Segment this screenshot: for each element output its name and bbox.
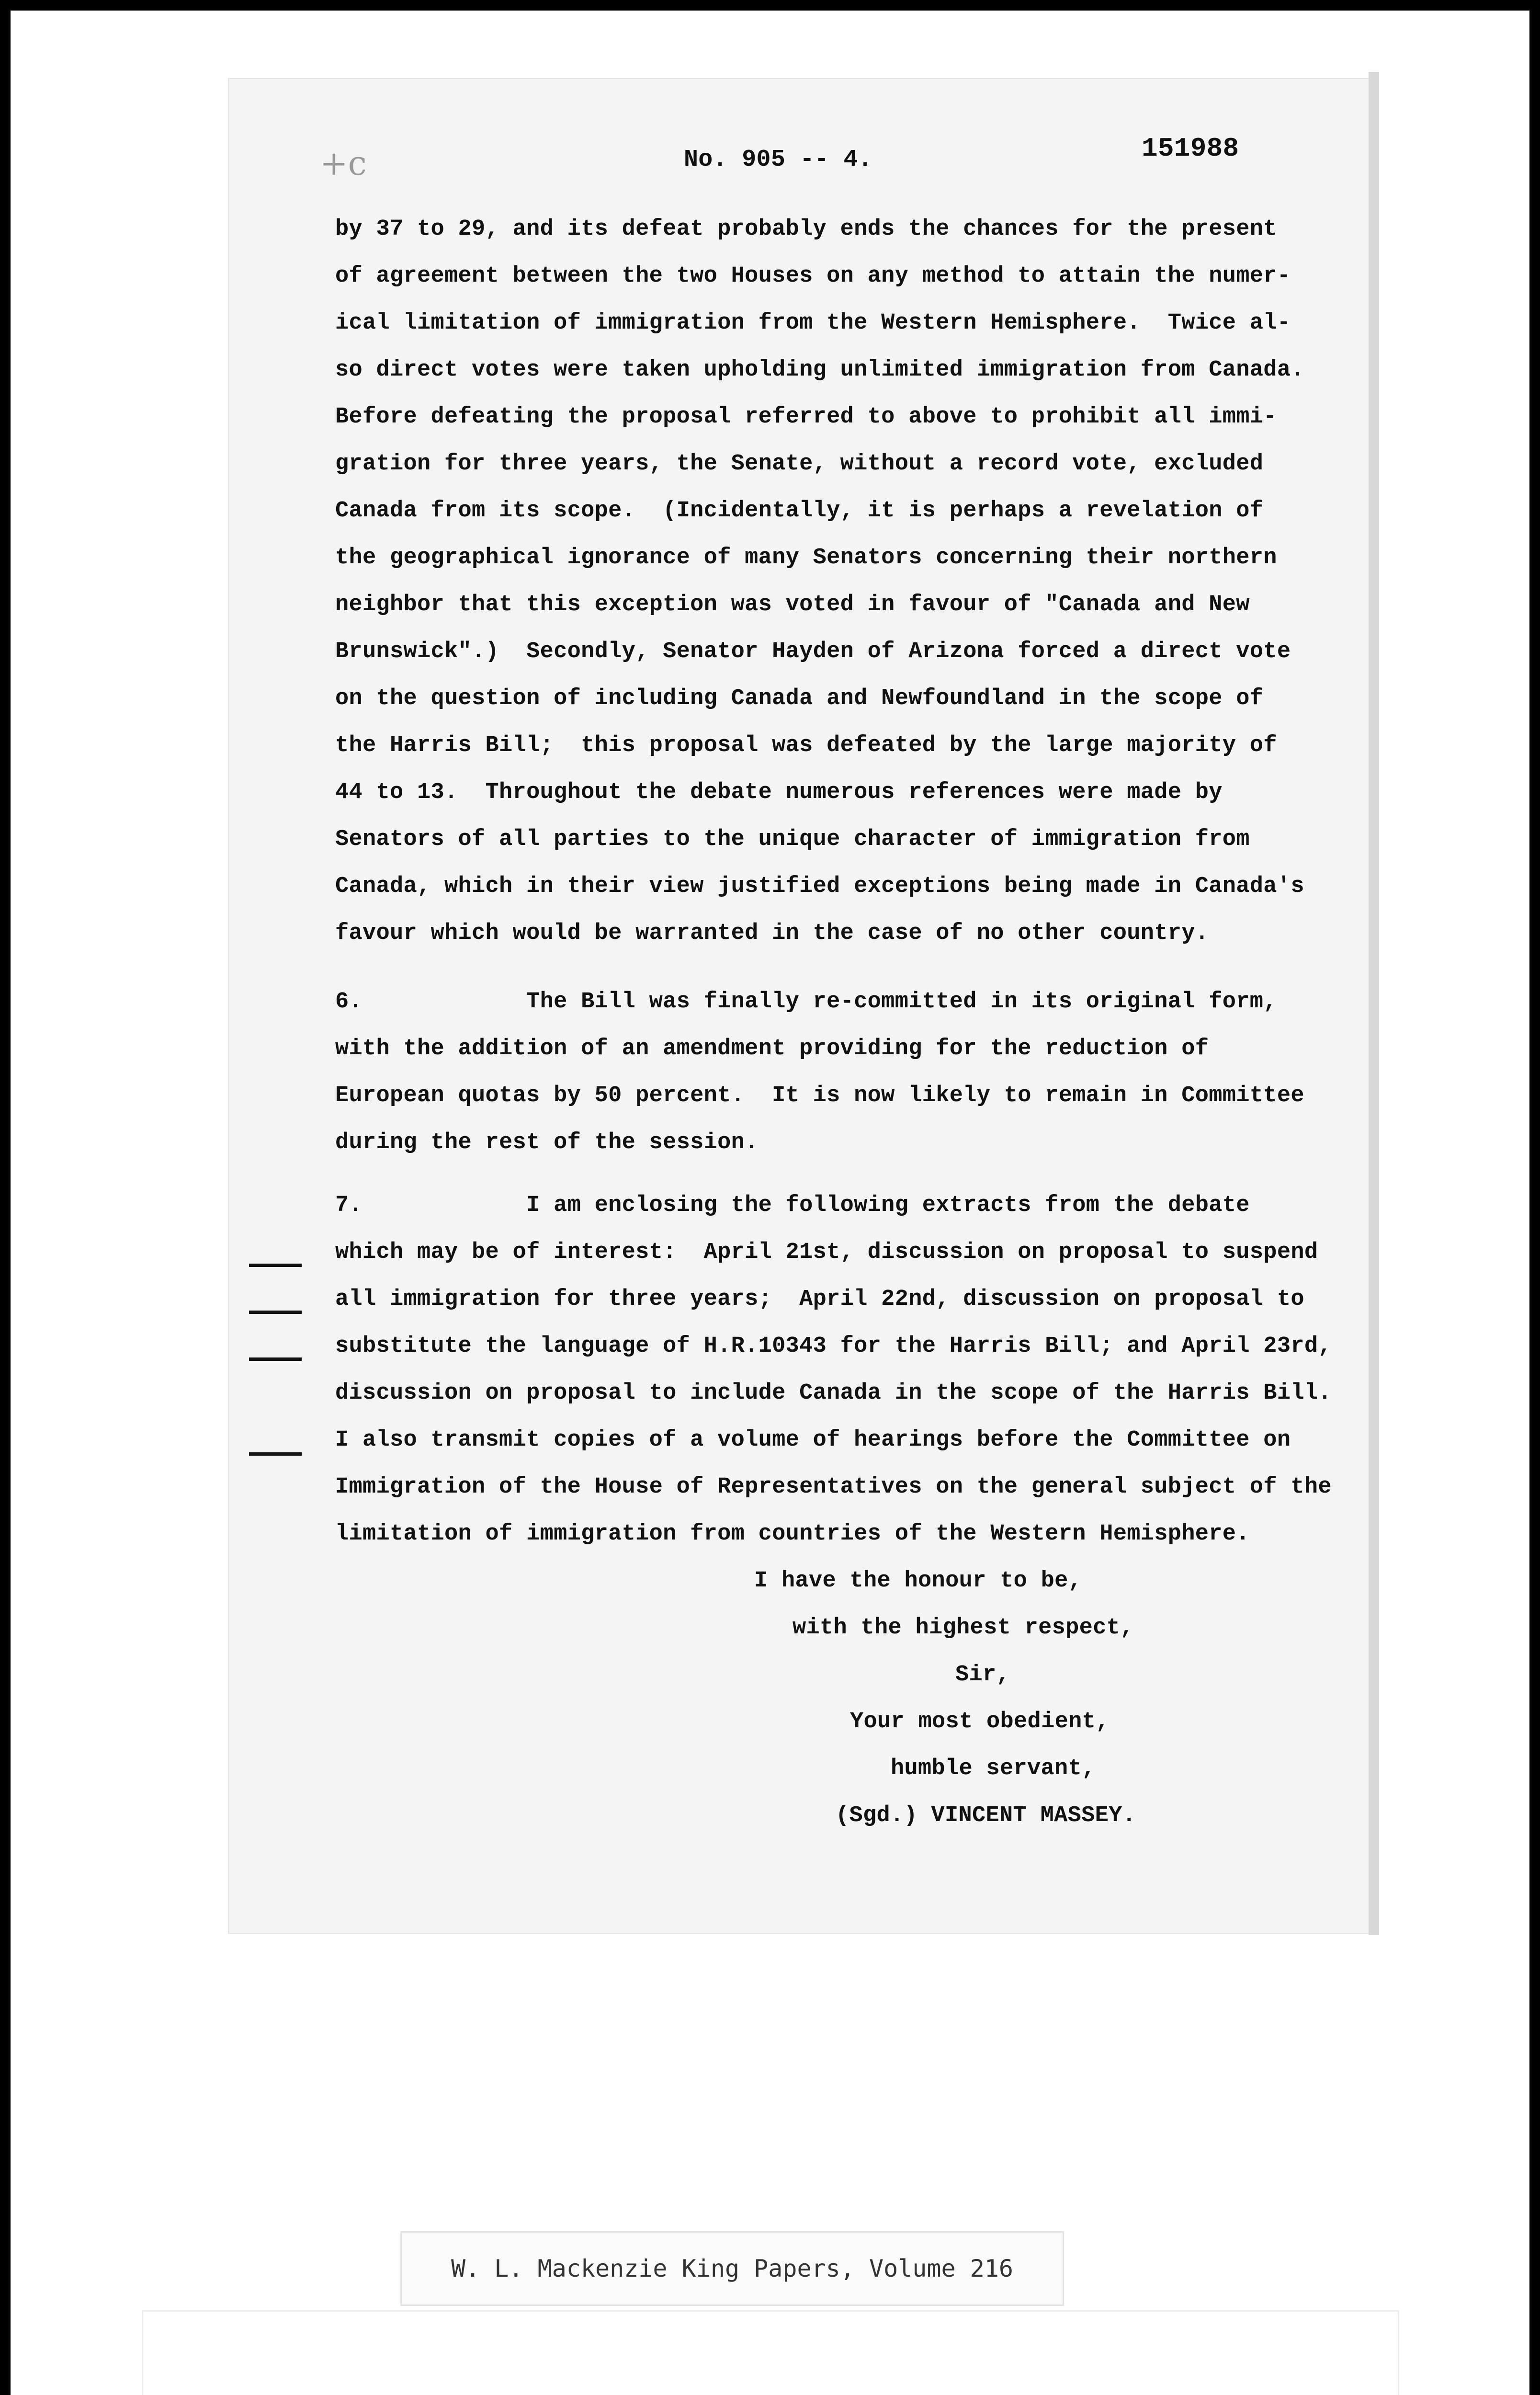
paragraph-7-line: discussion on proposal to include Canada in the scope of the Harris Bill. xyxy=(335,1380,1332,1406)
serial-number: 151988 xyxy=(1142,133,1239,164)
archive-stamp xyxy=(142,2310,1399,2395)
closing-line: I have the honour to be, xyxy=(754,1568,1082,1594)
margin-mark xyxy=(249,1357,302,1361)
margin-mark xyxy=(249,1452,302,1456)
body-line: Before defeating the proposal referred to above to prohibit all immi- xyxy=(335,404,1277,430)
paragraph-7-line: all immigration for three years; April 22nd, discussion on proposal to xyxy=(335,1287,1304,1312)
closing-salutation: Sir, xyxy=(955,1662,1010,1688)
body-line: Brunswick".) Secondly, Senator Hayden of Arizona forced a direct vote xyxy=(335,639,1291,664)
body-line: on the question of including Canada and Newfoundland in the scope of xyxy=(335,686,1264,711)
body-line: so direct votes were taken upholding unlimited immigration from Canada. xyxy=(335,357,1304,383)
margin-mark xyxy=(249,1264,302,1267)
closing-line: with the highest respect, xyxy=(793,1615,1134,1641)
body-line: favour which would be warranted in the case of no other country. xyxy=(335,921,1209,946)
body-line: gration for three years, the Senate, without a record vote, excluded xyxy=(335,451,1264,477)
body-line: by 37 to 29, and its defeat probably ends the chances for the present xyxy=(335,217,1277,242)
paragraph-7-line: Immigration of the House of Representatives on the general subject of the xyxy=(335,1474,1332,1500)
body-line: the geographical ignorance of many Senators concerning their northern xyxy=(335,545,1277,570)
paragraph-6-line: European quotas by 50 percent. It is now likely to remain in Committee xyxy=(335,1083,1304,1108)
paragraph-7-line: I also transmit copies of a volume of hearings before the Committee on xyxy=(335,1427,1291,1453)
body-line: the Harris Bill; this proposal was defeated by the large majority of xyxy=(335,733,1277,758)
paragraph-7-line: substitute the language of H.R.10343 for the Harris Bill; and April 23rd, xyxy=(335,1334,1332,1359)
body-line: Canada from its scope. (Incidentally, it is perhaps a revelation of xyxy=(335,498,1264,524)
body-line: neighbor that this exception was voted in favour of "Canada and New xyxy=(335,592,1250,617)
paragraph-7-line: limitation of immigration from countries of the Western Hemisphere. xyxy=(335,1521,1250,1547)
page-header-number: No. 905 -- 4. xyxy=(684,146,872,173)
closing-line: Your most obedient, xyxy=(850,1709,1110,1734)
body-line: Senators of all parties to the unique character of immigration from xyxy=(335,827,1250,852)
body-line: 44 to 13. Throughout the debate numerous references were made by xyxy=(335,780,1223,805)
closing-line: humble servant, xyxy=(891,1756,1096,1781)
collection-caption: W. L. Mackenzie King Papers, Volume 216 xyxy=(400,2231,1064,2306)
paragraph-6-line: with the addition of an amendment providing for the reduction of xyxy=(335,1036,1209,1061)
corner-annotation: +c xyxy=(320,144,367,183)
body-line: ical limitation of immigration from the Western Hemisphere. Twice al- xyxy=(335,310,1291,336)
page-edge xyxy=(1369,72,1379,1935)
paragraph-6-line: during the rest of the session. xyxy=(335,1130,759,1155)
body-line: Canada, which in their view justified exceptions being made in Canada's xyxy=(335,874,1304,899)
body-line: of agreement between the two Houses on any method to attain the numer- xyxy=(335,263,1291,289)
paragraph-7-line: 7. I am enclosing the following extracts from the debate xyxy=(335,1193,1250,1218)
paragraph-7-line: which may be of interest: April 21st, discussion on proposal to suspend xyxy=(335,1240,1318,1265)
signature: (Sgd.) VINCENT MASSEY. xyxy=(836,1803,1136,1828)
margin-mark xyxy=(249,1311,302,1314)
paragraph-6-line: 6. The Bill was finally re-committed in its original form, xyxy=(335,989,1277,1015)
